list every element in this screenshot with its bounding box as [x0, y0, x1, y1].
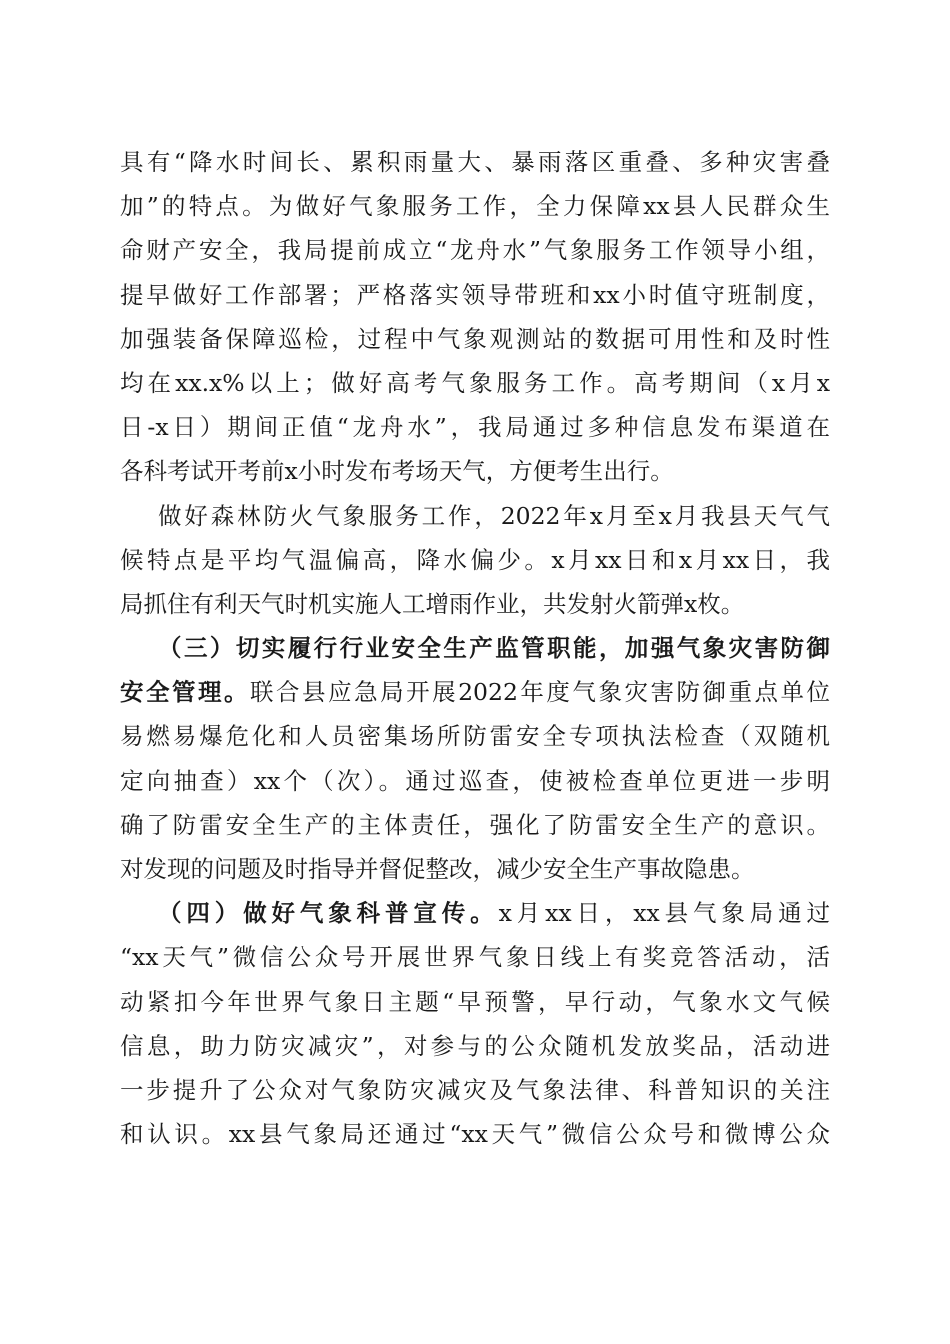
- paragraph-1: [120, 140, 830, 494]
- text-line: 定向抽查）xx个（次）。通过巡查，使被检查单位更进一步明: [120, 766, 830, 795]
- text-line: 易燃易爆危化和人员密集场所防雷安全专项执法检查（双随机: [120, 722, 830, 751]
- text-line: 一步提升了公众对气象防灾减灾及气象法律、科普知识的关注: [120, 1075, 830, 1104]
- section-heading-continuation: 安全管理。: [120, 678, 251, 707]
- paragraph-4: [120, 891, 830, 1156]
- text-span: 联合县应急局开展2022年度气象灾害防御重点单位: [250, 678, 830, 707]
- paragraph-2: [120, 494, 830, 627]
- text-line: 和认识。xx县气象局还通过“xx天气”微信公众号和微博公众: [120, 1120, 830, 1149]
- section-heading: （四）做好气象科普宣传。: [158, 899, 499, 928]
- text-line: 信息，助力防灾减灾”，对参与的公众随机发放奖品，活动进: [120, 1031, 830, 1060]
- text-line: 提早做好工作部署；严格落实领导带班和xx小时值守班制度，: [120, 280, 830, 309]
- section-heading: （三）切实履行行业安全生产监管职能，加强气象灾害防御: [158, 634, 830, 663]
- text-line: 候特点是平均气温偏高，降水偏少。x月xx日和x月xx日，我: [120, 545, 830, 574]
- text-line: 局抓住有利天气时机实施人工增雨作业，共发射火箭弹x枚。: [120, 589, 745, 618]
- text-line: 做好森林防火气象服务工作，2022年x月至x月我县天气气: [158, 501, 830, 530]
- text-line: 对发现的问题及时指导并督促整改，减少安全生产事故隐患。: [120, 855, 755, 883]
- text-line: “xx天气”微信公众号开展世界气象日线上有奖竞答活动，活: [120, 943, 830, 972]
- text-line: 动紧扣今年世界气象日主题“早预警，早行动，气象水文气候: [120, 987, 830, 1016]
- text-span: x月xx日，xx县气象局通过: [498, 899, 830, 928]
- paragraph-3: [120, 626, 830, 891]
- text-line: [120, 670, 830, 714]
- text-line: 具有“降水时间长、累积雨量大、暴雨落区重叠、多种灾害叠: [120, 148, 830, 176]
- text-line: 加强装备保障巡检，过程中气象观测站的数据可用性和及时性: [120, 324, 830, 353]
- document-body: [120, 140, 830, 1156]
- text-line: 命财产安全，我局提前成立“龙舟水”气象服务工作领导小组，: [120, 236, 830, 265]
- text-line: 各科考试开考前x小时发布考场天气，方便考生出行。: [120, 457, 674, 486]
- text-line: 确了防雷安全生产的主体责任，强化了防雷安全生产的意识。: [120, 810, 830, 839]
- text-line: 加”的特点。为做好气象服务工作，全力保障xx县人民群众生: [120, 192, 830, 221]
- text-line: [120, 891, 830, 935]
- text-line: 均在xx.x%以上；做好高考气象服务工作。高考期间（x月x: [120, 368, 830, 397]
- text-line: 日-x日）期间正值“龙舟水”，我局通过多种信息发布渠道在: [120, 413, 830, 442]
